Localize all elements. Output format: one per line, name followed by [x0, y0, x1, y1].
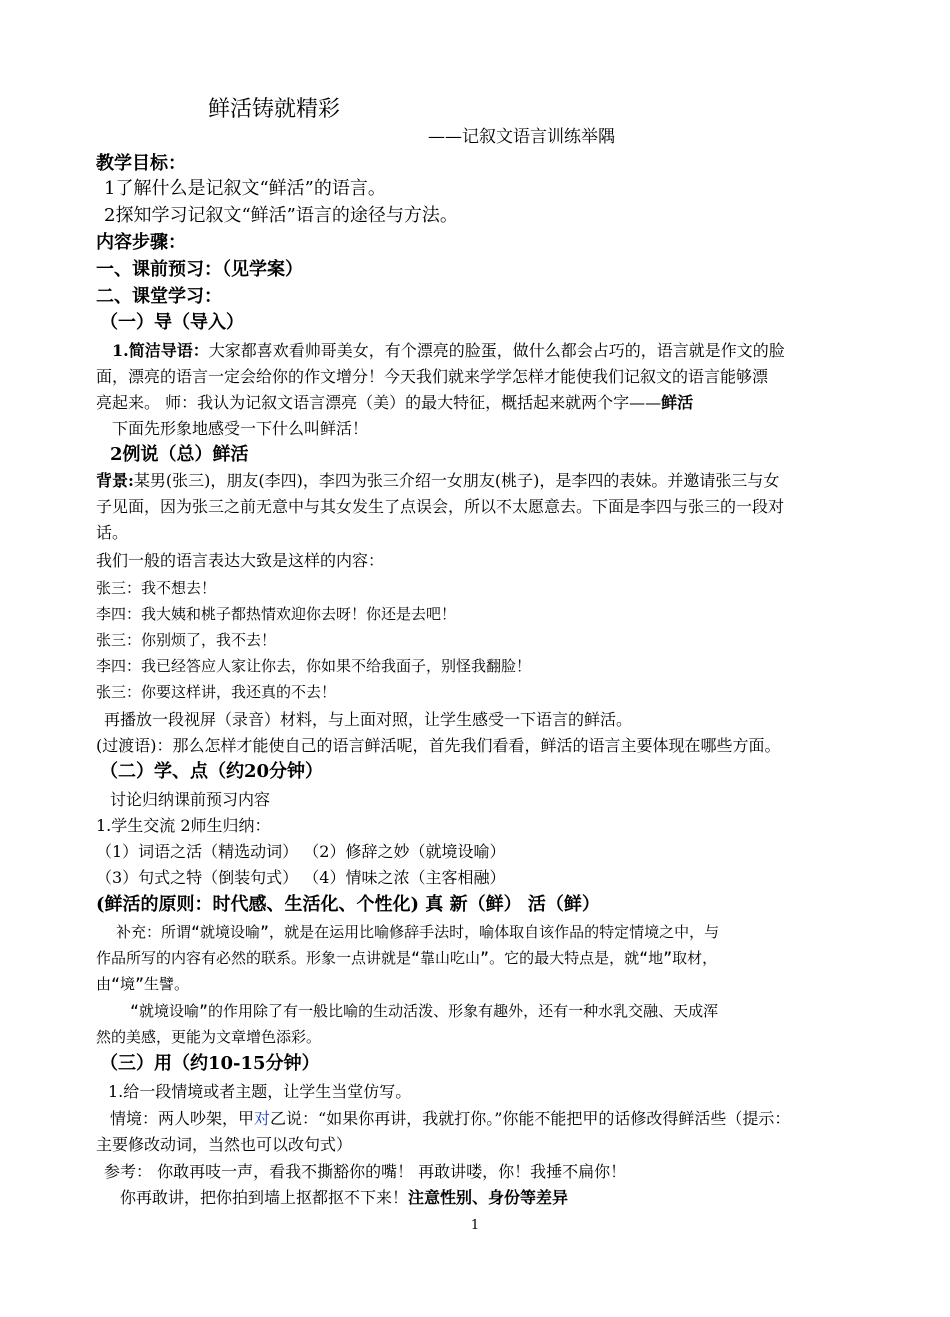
supplement-line-4: “就境设喻”的作用除了有一般比喻的生动活泼、形象有趣外，还有一种水乳交融、天成浑 — [130, 1002, 719, 1020]
summary-row-2: （3）句式之特（倒装句式） （4）情味之浓（主客相融） — [96, 868, 506, 887]
situation-text-a: 情境：两人吵架，甲 — [110, 1109, 255, 1128]
intro-label: 1.简洁导语： — [112, 341, 209, 360]
page-subtitle: ——记叙文语言训练举隅 — [428, 127, 615, 147]
intro-keyword: 鲜活 — [661, 393, 694, 412]
replay-note: 再播放一段视屏（录音）材料，与上面对照，让学生感受一下语言的鲜活。 — [104, 710, 633, 729]
supplement-line-3: 由“境”生譬。 — [96, 975, 190, 993]
dialogue-line: 张三：你要这样讲，我还真的不去！ — [96, 683, 337, 701]
principle-line: (鲜活的原则：时代感、生活化、个性化) 真 新（鲜） 活（鲜） — [96, 894, 600, 915]
intro-line-3 — [96, 392, 693, 414]
attention-note: 注意性别、身份等差异 — [408, 1188, 569, 1207]
background-text-1: 某男(张三)，朋友(李四)，李四为张三介绍一女朋友(桃子)，是李四的表妹。并邀请张三与女 — [133, 471, 780, 490]
supplement-line-5: 然的美感，更能为文章增色添彩。 — [96, 1028, 322, 1046]
page-number: 1 — [470, 1218, 480, 1233]
dialogue-line: 张三：我不想去！ — [96, 579, 217, 597]
intro-text-1: 大家都喜欢看帅哥美女，有个漂亮的脸蛋，做什么都会占巧的，语言就是作文的脸 — [208, 341, 785, 360]
background-line-1 — [96, 470, 779, 492]
reference-text-2: 你再敢讲，把你拍到墙上抠都抠不下来！ — [120, 1188, 409, 1207]
dialogue-line: 李四：我已经答应人家让你去，你如果不给我面子，别怪我翻脸！ — [96, 657, 532, 675]
dialogue-line: 张三：你别烦了，我不去！ — [96, 631, 277, 649]
intro-line-4: 下面先形象地感受一下什么叫鲜活！ — [112, 419, 369, 438]
supplement-line-2: 作品所写的内容有必然的联系。形象一点讲就是“靠山吃山”。它的最大特点是，就“地”取材， — [96, 949, 718, 967]
background-line-3: 话。 — [96, 523, 129, 542]
intro-text-3: 亮起来。 师：我认为记叙文语言漂亮（美）的最大特征，概括起来就两个字—— — [96, 393, 662, 412]
objective-item-1: 1了解什么是记叙文“鲜活”的语言。 — [104, 178, 386, 199]
reference-line-1: 参考： 你敢再吱一声，看我不撕豁你的嘴！ 再敢讲喽，你！我捶不扁你！ — [104, 1162, 627, 1181]
situation-line-1 — [110, 1108, 790, 1130]
objectives-heading: 教学目标： — [96, 153, 186, 174]
section-apply-heading: （三）用（约10-15分钟） — [100, 1053, 320, 1074]
transition-note: (过渡语)：那么怎样才能使自己的语言鲜活呢，首先我们看看，鲜活的语言主要体现在哪些方面。 — [96, 736, 781, 755]
intro-line-1 — [112, 340, 785, 362]
objective-item-2: 2探知学习记叙文“鲜活”语言的途径与方法。 — [104, 205, 458, 226]
intro-line-2: 面，漂亮的语言一定会给你的作文增分！今天我们就来学学怎样才能使我们记叙文的语言能够漂 — [96, 367, 769, 386]
background-line-2: 子见面，因为张三之前无意中与其女发生了点误会，所以不太愿意去。下面是李四与张三的一段对 — [96, 497, 785, 516]
background-label: 背景: — [96, 471, 134, 490]
situation-line-2: 主要修改动词，当然也可以改句式） — [96, 1135, 353, 1154]
summary-row-1: （1）词语之活（精选动词） （2）修辞之妙（就境设喻） — [96, 842, 506, 861]
general-expression: 我们一般的语言表达大致是这样的内容： — [96, 551, 385, 570]
discuss-note: 讨论归纳课前预习内容 — [110, 790, 271, 809]
section-learn-heading: （二）学、点（约20分钟） — [100, 761, 324, 782]
section-example-heading: 2例说（总）鲜活 — [110, 444, 249, 465]
dialogue-line: 李四：我大姨和桃子都热情欢迎你去呀！你还是去吧！ — [96, 605, 457, 623]
reference-line-2 — [120, 1187, 568, 1209]
apply-item-1: 1.给一段情境或者主题，让学生当堂仿写。 — [108, 1082, 412, 1101]
situation-text-b: 乙说：“如果你再讲，我就打你。”你能不能把甲的话修改得鲜活些（提示： — [270, 1109, 791, 1128]
page-title: 鲜活铸就精彩 — [208, 97, 341, 122]
exchange-line: 1.学生交流 2师生归纳： — [96, 816, 271, 835]
step-preview: 一、课前预习：（见学案） — [96, 259, 303, 280]
supplement-line-1: 补充：所谓“就境设喻”，就是在运用比喻修辞手法时，喻体取自该作品的特定情境之中，与 — [116, 923, 720, 941]
steps-heading: 内容步骤： — [96, 232, 186, 253]
situation-highlight: 对 — [254, 1109, 271, 1128]
section-intro-heading: （一）导（导入） — [100, 312, 244, 333]
step-classroom: 二、课堂学习： — [96, 286, 222, 307]
